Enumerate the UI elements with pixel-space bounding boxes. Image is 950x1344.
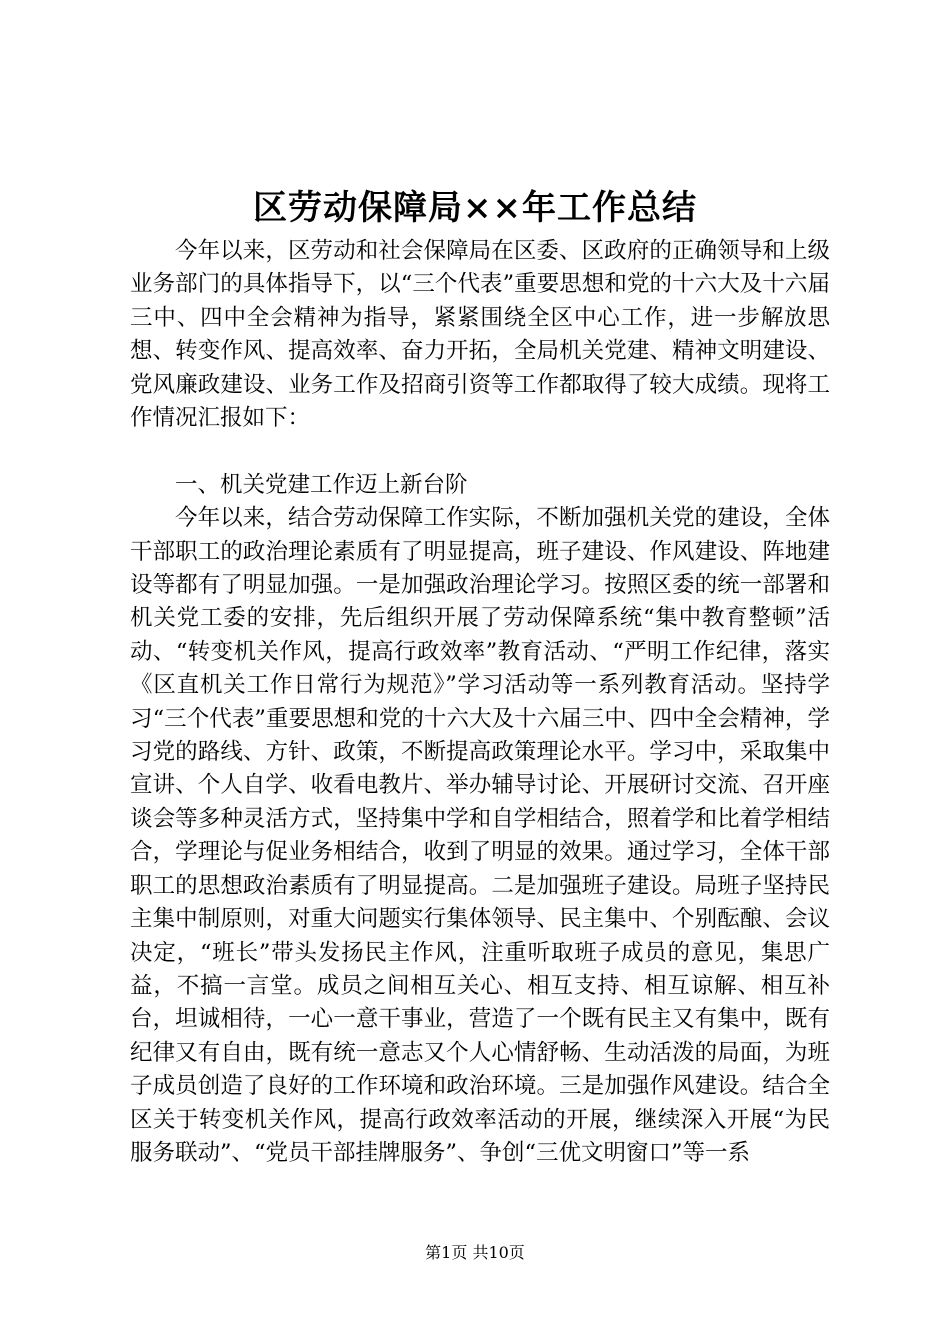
section-paragraph: 今年以来，结合劳动保障工作实际，不断加强机关党的建设，全体干部职工的政治理论素质有了明显提高，班子建设、作风建设、阵地建设等都有了明显加强。一是加强政治理论学习。按照区委的统一部署和机关党工委的安排，先后组织开展了劳动保障系统“集中教育整顿”活动、“转变机关作风，提高行政效率”教育活动、“严明工作纪律，落实《区直机关工作日常行为规范》”学习活动等一系列教育活动。坚持学习“三个代表”重要思想和党的十六大及十六届三中、四中全会精神，学习党的路线、方针、政策，不断提高政策理论水平。学习中，采取集中宣讲、个人自学、收看电教片、举办辅导讨论、开展研讨交流、召开座谈会等多种灵活方式，坚持集中学和自学相结合，照着学和比着学相结合，学理论与促业务相结合，收到了明显的效果。通过学习，全体干部职工的思想政治素质有了明显提高。二是加强班子建设。局班子坚持民主集中制原则，对重大问题实行集体领导、民主集中、个别酝酿、会议决定，“班长”带头发扬民主作风，注重听取班子成员的意见，集思广益，不搞一言堂。成员之间相互关心、相互支持、相互谅解、相互补台，坦诚相待，一心一意干事业，营造了一个既有民主又有集中，既有纪律又有自由，既有统一意志又个人心情舒畅、生动活泼的局面，为班子成员创造了良好的工作环境和政治环境。三是加强作风建设。结合全区关于转变机关作风，提高行政效率活动的开展，继续深入开展“为民服务联动”、“党员干部挂牌服务”、争创“三优文明窗口”等一系	[130, 505, 830, 1166]
document-body	[130, 235, 830, 1170]
document-title: 区劳动保障局××年工作总结	[253, 188, 697, 228]
section-heading: 一、机关党建工作迈上新台阶	[175, 471, 468, 498]
page-number: 第1页 共10页	[425, 1243, 525, 1262]
intro-paragraph: 今年以来，区劳动和社会保障局在区委、区政府的正确领导和上级业务部门的具体指导下，以“三个代表”重要思想和党的十六大及十六届三中、四中全会精神为指导，紧紧围绕全区中心工作，进一步解放思想、转变作风、提高效率、奋力开拓，全局机关党建、精神文明建设、党风廉政建设、业务工作及招商引资等工作都取得了较大成绩。现将工作情况汇报如下：	[130, 238, 830, 432]
